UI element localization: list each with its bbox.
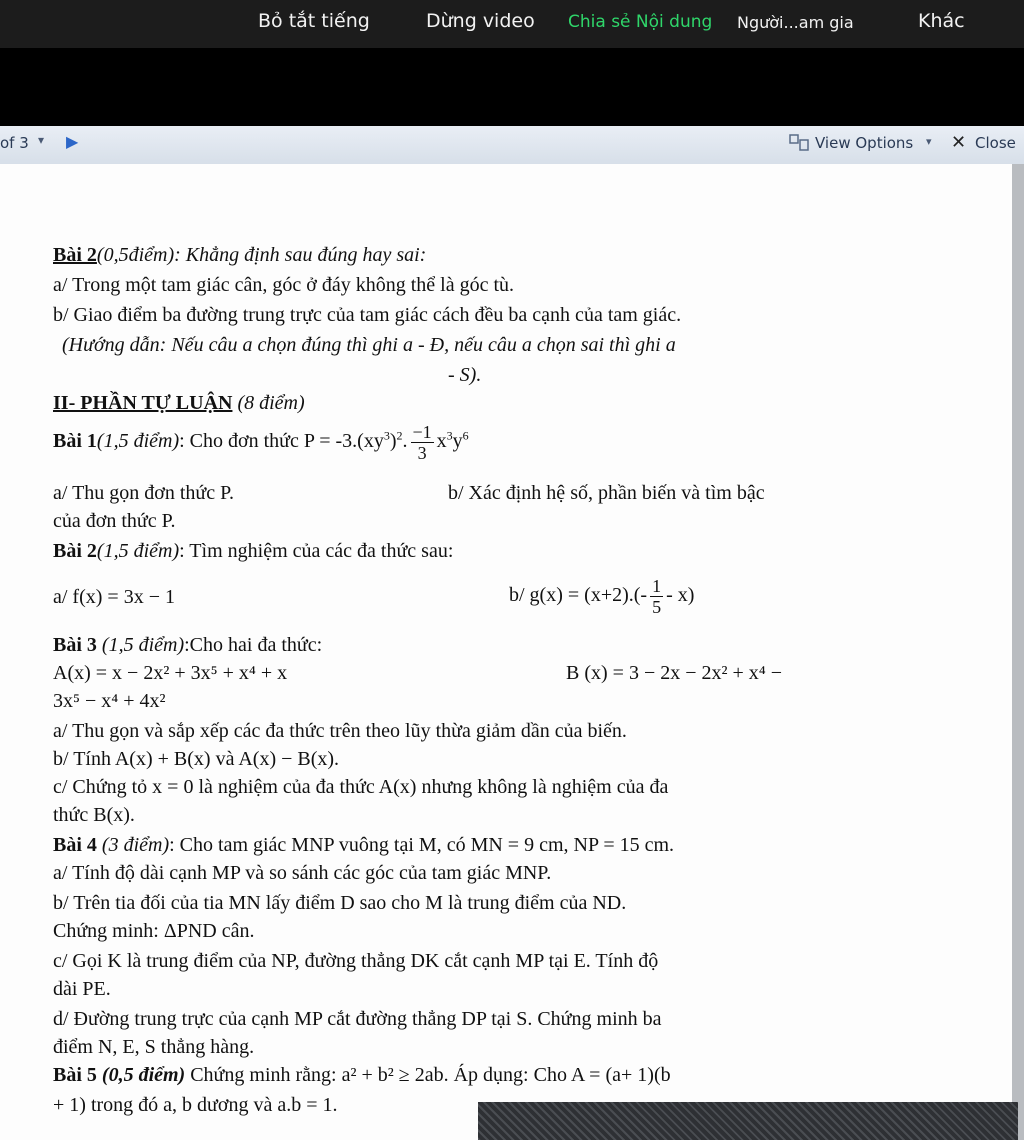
section-heading: II- PHẦN TỰ LUẬN (8 điểm) [53, 392, 305, 414]
doc-line: Bài 3 (1,5 điểm):Cho hai đa thức: [53, 634, 323, 656]
page-dropdown-icon[interactable]: ▾ [38, 133, 45, 147]
document-page [0, 164, 1012, 1140]
doc-line: b/ Giao điểm ba đường trung trực của tam giác cách đều ba cạnh của tam giác. [53, 304, 682, 326]
doc-line: b/ Xác định hệ số, phần biến và tìm bậc [448, 482, 765, 504]
doc-line: Bài 2(1,5 điểm): Tìm nghiệm của các đa thức sau: [53, 540, 454, 562]
doc-line: dài PE. [53, 978, 111, 1000]
close-icon[interactable]: ✕ [951, 132, 967, 153]
doc-line: Bài 4 (3 điểm): Cho tam giác MNP vuông tại M, có MN = 9 cm, NP = 15 cm. [53, 834, 675, 856]
view-options-button[interactable]: View Options [815, 134, 914, 152]
doc-line: d/ Đường trung trực của cạnh MP cắt đường thẳng DP tại S. Chứng minh ba [53, 1008, 662, 1030]
doc-line: của đơn thức P. [53, 510, 176, 532]
view-layout-icon [788, 132, 810, 154]
doc-line: A(x) = x − 2x² + 3x⁵ + x⁴ + x [53, 662, 288, 684]
doc-line: Bài 2(0,5điểm): Khẳng định sau đúng hay sai: [53, 244, 427, 266]
share-content-button[interactable]: Chia sẻ Nội dung [568, 12, 713, 32]
doc-line: a/ Trong một tam giác cân, góc ở đáy không thể là góc tù. [53, 274, 515, 296]
doc-line: 3x⁵ − x⁴ + 4x² [53, 690, 166, 712]
doc-line: (Hướng dẫn: Nếu câu a chọn đúng thì ghi a - Đ, nếu câu a chọn sai thì ghi a [62, 334, 676, 356]
reading-toolbar [0, 126, 1024, 165]
page-count: of 3 [0, 134, 29, 152]
fraction: $\frac{1}{5}$ [652, 576, 662, 617]
participants-button[interactable]: Người...am gia [737, 13, 854, 32]
doc-line: + 1) trong đó a, b dương và a.b = 1. [53, 1094, 338, 1116]
chevron-down-icon: ▾ [926, 135, 932, 148]
stop-video-button[interactable]: Dừng video [426, 10, 535, 32]
doc-line: a/ f(x) = 3x − 1 [53, 586, 175, 608]
doc-line: Bài 5 (0,5 điểm) Chứng minh rằng: a² + b² ≥ 2ab. Áp dụng: Cho A = (a+ 1)(b [53, 1064, 671, 1086]
close-button[interactable]: Close [975, 134, 1016, 152]
doc-line: a/ Thu gọn đơn thức P. [53, 482, 235, 504]
fraction: $\frac{-1}{3}$ [412, 422, 432, 463]
zoom-meeting-toolbar [0, 0, 1024, 48]
doc-line: b/ Tính A(x) + B(x) và A(x) − B(x). [53, 748, 340, 770]
screen-share-overlay [478, 1102, 1018, 1140]
more-button[interactable]: Khác [918, 10, 965, 32]
doc-line: thức B(x). [53, 804, 135, 826]
doc-line: a/ Tính độ dài cạnh MP và so sánh các góc của tam giác MNP. [53, 862, 552, 884]
doc-line: điểm N, E, S thẳng hàng. [53, 1036, 255, 1058]
doc-line: c/ Gọi K là trung điểm của NP, đường thẳng DK cắt cạnh MP tại E. Tính độ [53, 950, 659, 972]
next-page-arrow-icon[interactable]: ▶ [66, 132, 79, 151]
doc-line: a/ Thu gọn và sắp xếp các đa thức trên theo lũy thừa giảm dần của biến. [53, 720, 627, 742]
doc-line: B (x) = 3 − 2x − 2x² + x⁴ − [566, 662, 783, 684]
doc-line: Chứng minh: ΔPND cân. [53, 920, 255, 942]
doc-line: c/ Chứng tỏ x = 0 là nghiệm của đa thức A(x) nhưng không là nghiệm của đa [53, 776, 669, 798]
doc-line: - S). [448, 364, 482, 386]
video-area [0, 48, 1024, 126]
doc-line: b/ Trên tia đối của tia MN lấy điểm D sao cho M là trung điểm của ND. [53, 892, 627, 914]
mute-button[interactable]: Bỏ tắt tiếng [258, 10, 370, 32]
doc-line: b/ g(x) = (x+2).(- $\frac{1}{5}$ - x) [509, 576, 695, 617]
doc-line: Bài 1(1,5 điểm): Cho đơn thức $P = -3.(xy^3)^2$. $\frac{-1}{3}$ $x^3y^6$ [53, 422, 469, 463]
